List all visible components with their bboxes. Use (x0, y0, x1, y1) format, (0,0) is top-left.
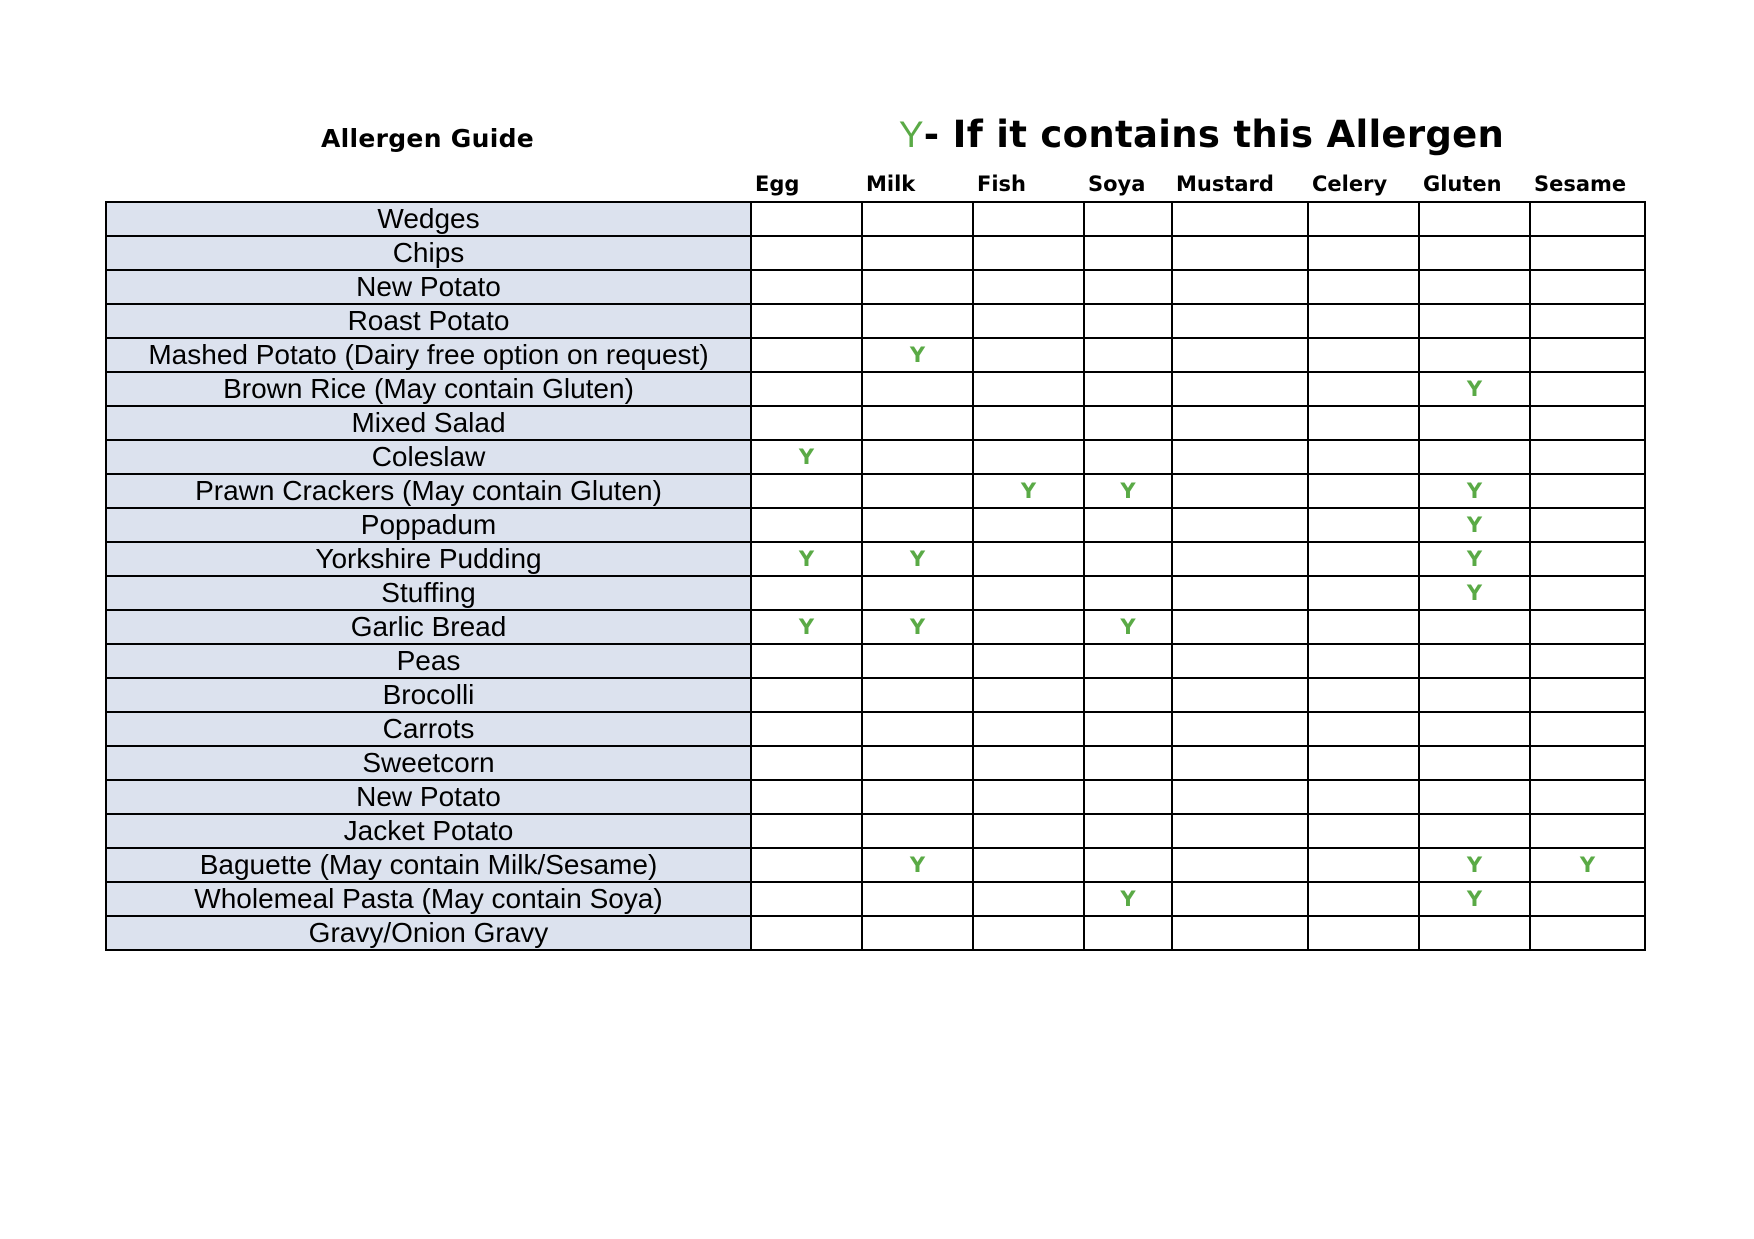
food-cell: New Potato (106, 270, 751, 304)
allergen-cell (973, 746, 1084, 780)
allergen-cell (1084, 712, 1172, 746)
allergen-cell (973, 644, 1084, 678)
allergen-cell (1419, 202, 1530, 236)
allergen-cell (1530, 270, 1645, 304)
allergen-cell (1084, 848, 1172, 882)
allergen-cell (862, 270, 973, 304)
allergen-cell (1419, 304, 1530, 338)
allergen-cell (1084, 202, 1172, 236)
food-cell: Mixed Salad (106, 406, 751, 440)
allergen-cell (751, 576, 862, 610)
allergen-cell (1172, 576, 1308, 610)
allergen-cell (973, 508, 1084, 542)
allergen-cell (1172, 270, 1308, 304)
table-row (106, 406, 1645, 440)
header-row (106, 167, 1645, 202)
allergen-cell: Y (751, 610, 862, 644)
allergen-cell (1084, 814, 1172, 848)
allergen-cell (751, 712, 862, 746)
table-row (106, 848, 1645, 882)
allergen-cell (1308, 202, 1419, 236)
allergen-cell: Y (1419, 508, 1530, 542)
food-cell: Brown Rice (May contain Gluten) (106, 372, 751, 406)
allergen-cell (1419, 236, 1530, 270)
allergen-cell (1172, 304, 1308, 338)
allergen-cell (973, 780, 1084, 814)
allergen-cell (973, 270, 1084, 304)
allergen-cell (973, 882, 1084, 916)
allergen-cell: Y (1419, 882, 1530, 916)
column-header: Gluten (1423, 172, 1502, 196)
table-row (106, 678, 1645, 712)
allergen-cell (1419, 712, 1530, 746)
allergen-cell (973, 576, 1084, 610)
table-row (106, 542, 1645, 576)
allergen-cell (1530, 508, 1645, 542)
legend-symbol: Y (898, 114, 924, 155)
allergen-cell (1419, 270, 1530, 304)
allergen-cell (751, 236, 862, 270)
allergen-cell (1172, 746, 1308, 780)
allergen-cell (751, 882, 862, 916)
food-cell: Coleslaw (106, 440, 751, 474)
column-header: Sesame (1534, 172, 1627, 196)
allergen-cell: Y (862, 542, 973, 576)
allergen-cell (1172, 780, 1308, 814)
allergen-cell (1084, 644, 1172, 678)
allergen-cell (1172, 712, 1308, 746)
allergen-cell (1084, 678, 1172, 712)
allergen-cell (751, 508, 862, 542)
table-row (106, 814, 1645, 848)
table-row (106, 882, 1645, 916)
allergen-cell (1084, 236, 1172, 270)
table-body (106, 202, 1645, 950)
allergen-cell (862, 406, 973, 440)
allergen-cell (751, 814, 862, 848)
allergen-cell (1530, 712, 1645, 746)
column-header: Fish (977, 172, 1026, 196)
allergen-cell (1172, 440, 1308, 474)
allergen-cell (973, 338, 1084, 372)
table-row (106, 338, 1645, 372)
allergen-cell (1308, 678, 1419, 712)
allergen-cell (1419, 406, 1530, 440)
food-cell: Chips (106, 236, 751, 270)
allergen-cell (1308, 474, 1419, 508)
allergen-cell (751, 372, 862, 406)
allergen-cell (1308, 814, 1419, 848)
legend-text: - If it contains this Allergen (923, 113, 1505, 156)
allergen-cell (862, 746, 973, 780)
allergen-cell (1308, 576, 1419, 610)
allergen-table (105, 167, 1646, 951)
allergen-cell (1530, 678, 1645, 712)
allergen-cell (1419, 780, 1530, 814)
allergen-cell (751, 406, 862, 440)
allergen-cell: Y (1419, 542, 1530, 576)
allergen-cell (973, 712, 1084, 746)
allergen-cell: Y (973, 474, 1084, 508)
allergen-cell (1308, 746, 1419, 780)
allergen-cell (1308, 712, 1419, 746)
allergen-cell (1172, 406, 1308, 440)
allergen-cell (1084, 576, 1172, 610)
column-header: Soya (1088, 172, 1146, 196)
allergen-cell (1308, 916, 1419, 950)
allergen-cell (862, 304, 973, 338)
food-cell: Brocolli (106, 678, 751, 712)
allergen-cell (751, 304, 862, 338)
allergen-cell (1530, 814, 1645, 848)
allergen-cell (973, 202, 1084, 236)
allergen-cell (1530, 542, 1645, 576)
table-row (106, 372, 1645, 406)
allergen-cell (1530, 576, 1645, 610)
allergen-cell (1419, 644, 1530, 678)
allergen-cell (862, 576, 973, 610)
food-column-header (106, 167, 751, 202)
allergen-cell: Y (1084, 474, 1172, 508)
allergen-cell (751, 644, 862, 678)
allergen-cell: Y (862, 338, 973, 372)
allergen-cell (862, 882, 973, 916)
allergen-cell (973, 916, 1084, 950)
table-row (106, 236, 1645, 270)
allergen-cell (1419, 916, 1530, 950)
allergen-cell (862, 508, 973, 542)
allergen-cell (1308, 644, 1419, 678)
allergen-cell (1172, 542, 1308, 576)
allergen-cell (862, 644, 973, 678)
allergen-cell: Y (1084, 882, 1172, 916)
allergen-cell (1172, 508, 1308, 542)
allergen-cell (751, 338, 862, 372)
allergen-cell (973, 440, 1084, 474)
allergen-cell (1172, 338, 1308, 372)
allergen-cell (862, 814, 973, 848)
food-cell: New Potato (106, 780, 751, 814)
allergen-cell: Y (1419, 576, 1530, 610)
allergen-cell (1419, 338, 1530, 372)
allergen-cell (1172, 236, 1308, 270)
allergen-cell (1308, 406, 1419, 440)
allergen-cell (973, 372, 1084, 406)
allergen-cell (1084, 440, 1172, 474)
allergen-cell (973, 236, 1084, 270)
allergen-cell (1419, 746, 1530, 780)
allergen-cell (1530, 610, 1645, 644)
food-cell: Wedges (106, 202, 751, 236)
allergen-cell (973, 610, 1084, 644)
allergen-cell (862, 372, 973, 406)
allergen-cell: Y (751, 542, 862, 576)
allergen-cell: Y (1419, 372, 1530, 406)
food-cell: Baguette (May contain Milk/Sesame) (106, 848, 751, 882)
allergen-cell (973, 406, 1084, 440)
allergen-cell (862, 236, 973, 270)
legend (750, 113, 1653, 156)
allergen-cell (862, 780, 973, 814)
food-cell: Gravy/Onion Gravy (106, 916, 751, 950)
food-cell: Jacket Potato (106, 814, 751, 848)
allergen-cell (1530, 882, 1645, 916)
allergen-cell (751, 746, 862, 780)
allergen-cell (1172, 474, 1308, 508)
table-row (106, 916, 1645, 950)
food-cell: Garlic Bread (106, 610, 751, 644)
table-row (106, 746, 1645, 780)
allergen-cell (1308, 882, 1419, 916)
allergen-cell (1084, 406, 1172, 440)
allergen-cell: Y (1419, 474, 1530, 508)
allergen-cell (751, 474, 862, 508)
allergen-cell (1419, 610, 1530, 644)
allergen-cell (1172, 372, 1308, 406)
allergen-cell (1419, 678, 1530, 712)
allergen-cell (1084, 304, 1172, 338)
food-cell: Peas (106, 644, 751, 678)
food-cell: Stuffing (106, 576, 751, 610)
table-row (106, 576, 1645, 610)
allergen-cell (1308, 508, 1419, 542)
allergen-cell: Y (1419, 848, 1530, 882)
page-title: Allergen Guide (320, 124, 535, 153)
allergen-cell (1530, 644, 1645, 678)
allergen-cell (1084, 916, 1172, 950)
allergen-cell (1530, 236, 1645, 270)
column-header: Milk (866, 172, 916, 196)
food-cell: Wholemeal Pasta (May contain Soya) (106, 882, 751, 916)
allergen-cell (1530, 780, 1645, 814)
allergen-cell (1172, 610, 1308, 644)
allergen-cell (973, 814, 1084, 848)
allergen-cell (751, 678, 862, 712)
allergen-cell: Y (1530, 848, 1645, 882)
column-header: Mustard (1176, 172, 1274, 196)
allergen-cell (1084, 372, 1172, 406)
food-cell: Poppadum (106, 508, 751, 542)
allergen-cell (1308, 440, 1419, 474)
allergen-cell (1172, 644, 1308, 678)
allergen-cell (1172, 848, 1308, 882)
allergen-cell (1308, 780, 1419, 814)
food-cell: Yorkshire Pudding (106, 542, 751, 576)
allergen-cell (1084, 746, 1172, 780)
allergen-cell (751, 202, 862, 236)
allergen-cell (1172, 814, 1308, 848)
allergen-cell (1308, 236, 1419, 270)
table-row (106, 712, 1645, 746)
allergen-cell (1530, 338, 1645, 372)
allergen-cell (1084, 338, 1172, 372)
allergen-cell (973, 304, 1084, 338)
allergen-cell (1084, 508, 1172, 542)
allergen-cell (862, 712, 973, 746)
allergen-cell (1530, 474, 1645, 508)
allergen-cell (1419, 440, 1530, 474)
allergen-cell (1308, 372, 1419, 406)
allergen-cell (1308, 304, 1419, 338)
food-cell: Carrots (106, 712, 751, 746)
table-row (106, 270, 1645, 304)
allergen-cell (1172, 202, 1308, 236)
allergen-cell (1530, 440, 1645, 474)
column-header: Egg (755, 172, 800, 196)
allergen-cell (1308, 338, 1419, 372)
allergen-cell: Y (751, 440, 862, 474)
food-cell: Roast Potato (106, 304, 751, 338)
allergen-cell (751, 848, 862, 882)
allergen-cell (1530, 916, 1645, 950)
allergen-cell (1172, 882, 1308, 916)
table-row (106, 474, 1645, 508)
allergen-cell (1530, 202, 1645, 236)
allergen-cell: Y (1084, 610, 1172, 644)
allergen-cell (1172, 678, 1308, 712)
allergen-cell (1172, 916, 1308, 950)
allergen-cell (973, 848, 1084, 882)
allergen-cell (751, 916, 862, 950)
allergen-cell (751, 780, 862, 814)
food-cell: Mashed Potato (Dairy free option on request) (106, 338, 751, 372)
allergen-cell (1530, 372, 1645, 406)
allergen-cell: Y (862, 610, 973, 644)
allergen-cell (1084, 542, 1172, 576)
allergen-cell (751, 270, 862, 304)
allergen-cell: Y (862, 848, 973, 882)
allergen-cell (1308, 270, 1419, 304)
table-row (106, 644, 1645, 678)
allergen-cell (973, 678, 1084, 712)
food-cell: Sweetcorn (106, 746, 751, 780)
allergen-cell (1308, 610, 1419, 644)
table-row (106, 202, 1645, 236)
table-row (106, 780, 1645, 814)
allergen-cell (1308, 848, 1419, 882)
allergen-cell (862, 202, 973, 236)
allergen-cell (862, 440, 973, 474)
allergen-cell (1530, 406, 1645, 440)
allergen-cell (862, 474, 973, 508)
allergen-cell (1308, 542, 1419, 576)
allergen-cell (973, 542, 1084, 576)
allergen-cell (1084, 270, 1172, 304)
allergen-cell (862, 916, 973, 950)
table-row (106, 610, 1645, 644)
table-row (106, 304, 1645, 338)
allergen-cell (862, 678, 973, 712)
allergen-cell (1084, 780, 1172, 814)
table-row (106, 440, 1645, 474)
table-row (106, 508, 1645, 542)
food-cell: Prawn Crackers (May contain Gluten) (106, 474, 751, 508)
allergen-cell (1530, 304, 1645, 338)
allergen-cell (1419, 814, 1530, 848)
column-header: Celery (1312, 172, 1388, 196)
allergen-cell (1530, 746, 1645, 780)
